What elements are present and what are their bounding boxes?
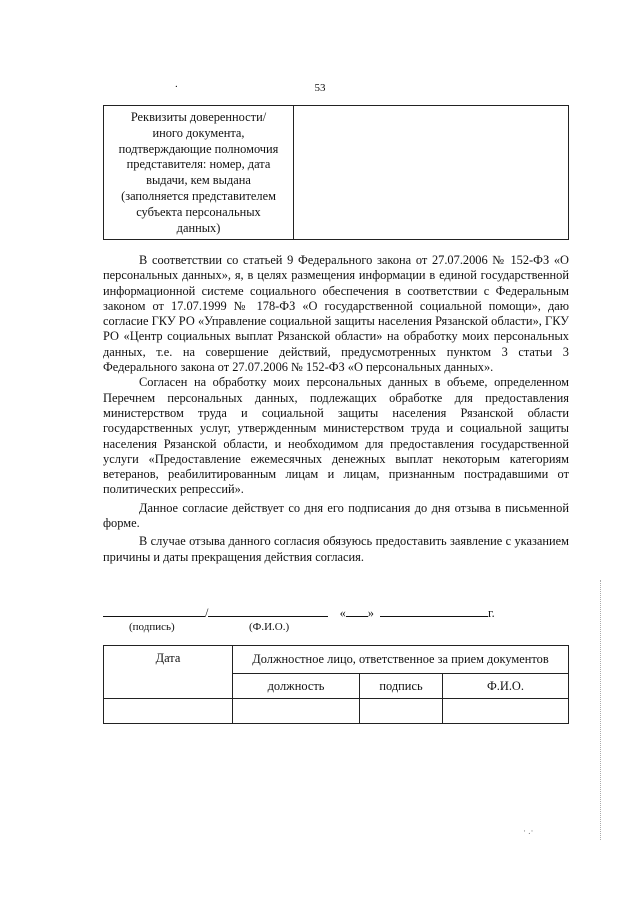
- date-cell[interactable]: [104, 699, 233, 724]
- requisites-label-line: (заполняется представителем: [121, 188, 276, 203]
- signature-field[interactable]: [103, 604, 205, 617]
- signature-header: подпись: [360, 674, 443, 699]
- position-cell[interactable]: [233, 699, 360, 724]
- official-header: Должностное лицо, ответственное за прием документов: [233, 646, 569, 674]
- scan-edge-line: [600, 580, 602, 840]
- fio-cell[interactable]: [443, 699, 569, 724]
- consent-paragraph-2: Согласен на обработку моих персональных данных в объеме, определенном Перечнем персональных данных, подлежащих обработке для предоставления министерством труда и социальной защиты населения Рязанской области государственных услуг, утвержденным министерством труда и социальной защиты населения Рязанской области, и необходимом для предоставления государственной услуги «Предоставление ежемесячных денежных выплат некоторым категориям ветеранов, реабилитированным лицам и лицам, признанным пострадавшими от политических репрессий».: [103, 375, 569, 497]
- requisites-label-cell: [104, 106, 294, 240]
- consent-paragraph-1: В соответствии со статьей 9 Федерального закона от 27.07.2006 № 152-ФЗ «О персональных данных», я, в целях размещения информации в единой государственной информационной системе социального обеспечения в соответствии с Федеральным законом от 17.07.1999 № 178-ФЗ «О государственной социальной помощи», даю согласие ГКУ РО «Управление социальной защиты населения Рязанской области», ГКУ РО «Центр социальных выплат Рязанской области» на обработку моих персональных данных, т.е. на совершение действий, предусмотренных пунктом 3 статьи 3 Федерального закона от 27.07.2006 № 152-ФЗ «О персональных данных».: [103, 253, 569, 375]
- requisites-label-line: данных): [176, 220, 221, 235]
- requisites-table: [103, 105, 569, 240]
- requisites-value-cell[interactable]: [294, 106, 569, 240]
- requisites-label-line: Реквизиты доверенности/: [130, 110, 267, 124]
- requisites-label-line: иного документа,: [152, 125, 245, 140]
- signature-line-row: [103, 604, 495, 621]
- podpis-label: (подпись): [129, 621, 175, 633]
- date-month-year-field[interactable]: [380, 604, 488, 617]
- requisites-label-line: представителя: номер, дата: [126, 157, 271, 172]
- consent-paragraph-3: Данное согласие действует со дня его подписания до дня отзыва в письменной форме.: [103, 500, 569, 531]
- requisites-label-line: выдачи, кем выдана: [146, 173, 251, 188]
- signature-slash: /: [205, 606, 209, 620]
- requisites-label-line: подтверждающие полномочия: [118, 141, 279, 156]
- date-day-field[interactable]: [346, 604, 368, 617]
- signature-cell[interactable]: [360, 699, 443, 724]
- date-quote-close: »: [367, 606, 374, 620]
- fio-label: (Ф.И.О.): [249, 621, 290, 633]
- page-number: 53: [314, 82, 326, 94]
- reception-table: [103, 645, 569, 724]
- fio-header: Ф.И.О.: [443, 674, 569, 699]
- consent-text: [103, 253, 569, 565]
- fio-field[interactable]: [208, 604, 328, 617]
- page-dot: .: [175, 78, 178, 90]
- requisites-label-line: субъекта персональных: [136, 204, 261, 219]
- scan-marks: · .·: [523, 826, 534, 836]
- year-suffix: г.: [487, 606, 495, 620]
- date-quote-open: «: [339, 606, 346, 620]
- consent-paragraph-4: В случае отзыва данного согласия обязуюсь предоставить заявление с указанием причины и даты прекращения действия согласия.: [103, 534, 569, 564]
- date-header: Дата: [104, 646, 233, 699]
- position-header: должность: [233, 674, 360, 699]
